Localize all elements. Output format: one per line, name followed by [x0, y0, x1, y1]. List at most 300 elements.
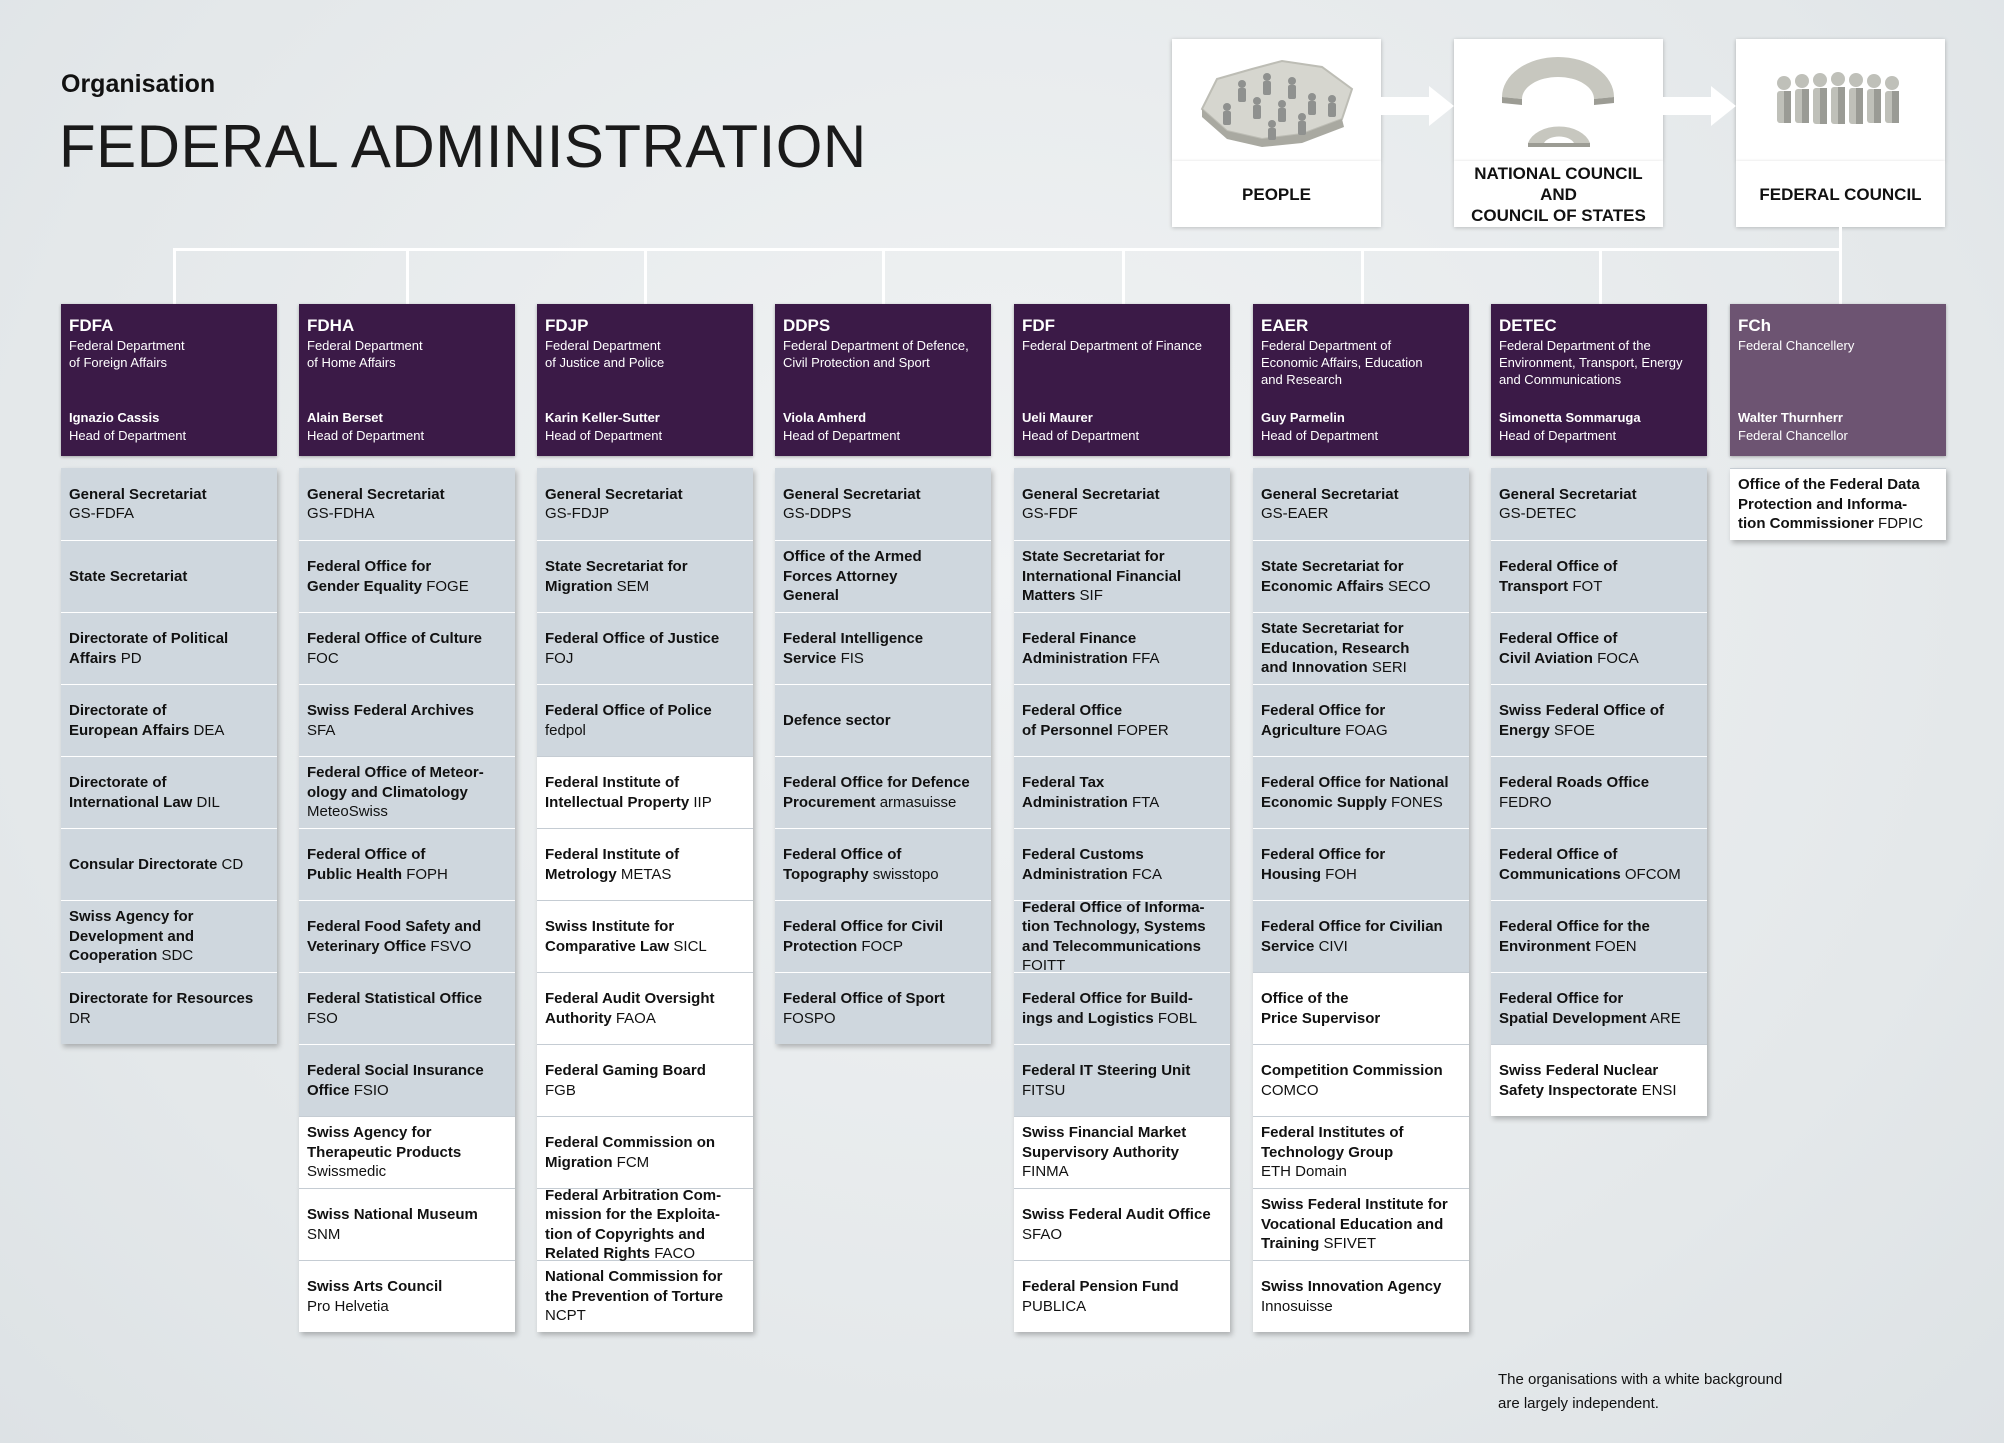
- unit-box: [61, 684, 277, 756]
- unit-list: [1014, 468, 1230, 1332]
- unit-box: [1253, 468, 1469, 540]
- unit-abbr: GS-FDHA: [307, 505, 375, 522]
- unit-name: National Commission for the Prevention of Torture: [545, 1268, 724, 1305]
- unit-text: [1499, 989, 1681, 1028]
- unit-abbr: FAOA: [615, 1009, 656, 1027]
- department-name: Federal Department of Home Affairs: [307, 338, 423, 370]
- footnote: The organisations with a white background are largely independent.: [1498, 1371, 1783, 1412]
- department-column-fdfa: [61, 304, 277, 1044]
- unit-text: [307, 917, 481, 956]
- unit-box: [1491, 828, 1707, 900]
- unit-text: [545, 485, 683, 524]
- unit-abbr: GS-FDF: [1022, 505, 1078, 522]
- department-header: [775, 304, 991, 456]
- unit-name: Federal Statistical Office: [307, 990, 483, 1007]
- unit-text: [1022, 898, 1206, 976]
- unit-abbr: Pro Helvetia: [307, 1297, 389, 1315]
- unit-name: General Secretariat: [69, 485, 207, 503]
- unit-abbr: SICL: [673, 937, 707, 955]
- unit-text: [69, 773, 220, 812]
- unit-name: Federal IT Steering Unit: [1022, 1062, 1191, 1079]
- unit-abbr: MeteoSwiss: [307, 803, 388, 821]
- unit-text: [307, 1205, 478, 1244]
- unit-abbr: FOPH: [406, 865, 448, 883]
- unit-abbr: swisstopo: [872, 865, 939, 883]
- unit-abbr: GS-DDPS: [783, 505, 852, 522]
- unit-name: Federal Office of Meteor- ology and Climatology: [307, 764, 484, 801]
- head-role: Head of Department: [783, 428, 901, 443]
- unit-text: [545, 557, 688, 596]
- unit-box: [1253, 756, 1469, 828]
- unit-box: [61, 540, 277, 612]
- unit-text: [1261, 1123, 1404, 1182]
- unit-name: Federal Food Safety and Veterinary Office: [307, 918, 482, 955]
- unit-text: [545, 1267, 723, 1326]
- unit-abbr: FITSU: [1022, 1081, 1066, 1099]
- unit-box: [537, 684, 753, 756]
- department-column-fdha: [299, 304, 515, 1332]
- unit-abbr: NCPT: [545, 1307, 586, 1325]
- unit-name: Defence sector: [783, 711, 891, 729]
- unit-box: [1014, 1188, 1230, 1260]
- unit-box: [775, 828, 991, 900]
- unit-text: [545, 773, 712, 812]
- unit-name: Office of the Federal Data Protection and Informa- tion Commissioner: [1738, 476, 1920, 533]
- unit-name: Federal Office of Transport: [1499, 558, 1618, 595]
- unit-name: Federal Office for Build- ings and Logistics: [1022, 990, 1193, 1027]
- unit-box: [537, 540, 753, 612]
- head-person: Ignazio Cassis: [69, 410, 160, 425]
- department-column-fdf: [1014, 304, 1230, 1332]
- department-head-block: [1499, 409, 1641, 445]
- unit-abbr: SFA: [307, 721, 336, 739]
- unit-text: [1499, 773, 1649, 812]
- unit-name: Swiss Federal Audit Office: [1022, 1206, 1211, 1223]
- unit-abbr: METAS: [620, 865, 672, 883]
- unit-list: [1491, 468, 1707, 1116]
- unit-text: [1261, 1277, 1441, 1316]
- unit-abbr: ETH Domain: [1261, 1163, 1347, 1181]
- unit-text: [783, 485, 921, 524]
- unit-name: Directorate of Political Affairs: [69, 630, 229, 667]
- unit-name: State Secretariat for International Financial Matters: [1022, 548, 1182, 605]
- unit-name: Federal Office of Topography: [783, 846, 902, 883]
- unit-box: [299, 1188, 515, 1260]
- unit-name: Federal Office for Civil Protection: [783, 918, 944, 955]
- arrow-right-icon: [1381, 86, 1454, 126]
- unit-box: [537, 972, 753, 1044]
- unit-text: [545, 701, 712, 740]
- department-header: [299, 304, 515, 456]
- unit-name: Swiss Federal Institute for Vocational Education and Training: [1261, 1196, 1448, 1253]
- unit-abbr: FSVO: [430, 937, 472, 955]
- page-subtitle: Organisation: [61, 70, 216, 98]
- unit-abbr: FOCP: [861, 937, 904, 955]
- unit-list: [537, 468, 753, 1332]
- unit-text: [1261, 917, 1443, 956]
- unit-name: Federal Office of Culture: [307, 630, 483, 647]
- department-abbr: FDFA: [69, 316, 114, 335]
- unit-abbr: FOJ: [545, 649, 574, 667]
- head-role: Head of Department: [1261, 428, 1379, 443]
- unit-box: [299, 972, 515, 1044]
- unit-box: [61, 468, 277, 540]
- unit-name: Federal Institutes of Technology Group: [1261, 1124, 1404, 1161]
- unit-text: [69, 567, 187, 587]
- unit-name: Federal Office of Police: [545, 702, 712, 719]
- unit-abbr: PD: [120, 649, 142, 667]
- unit-text: [307, 989, 482, 1028]
- unit-abbr: SEM: [616, 577, 650, 595]
- unit-text: [545, 1186, 721, 1264]
- unit-name: Swiss Federal Office of Energy: [1499, 702, 1665, 739]
- unit-box: [775, 900, 991, 972]
- unit-name: Swiss National Museum: [307, 1206, 478, 1223]
- unit-text: [783, 917, 943, 956]
- unit-abbr: OFCOM: [1624, 865, 1681, 883]
- unit-abbr: FOH: [1325, 865, 1357, 883]
- unit-abbr: SERI: [1371, 659, 1407, 677]
- unit-abbr: FDPIC: [1878, 515, 1924, 533]
- unit-abbr: SFAO: [1022, 1225, 1063, 1243]
- unit-box: [1014, 684, 1230, 756]
- unit-box: [1253, 612, 1469, 684]
- unit-box: [299, 1044, 515, 1116]
- department-head-block: [783, 409, 900, 445]
- council-figures-icon: [1736, 39, 1945, 161]
- unit-name: State Secretariat for Education, Research and Innovation: [1261, 620, 1410, 677]
- unit-box: [1491, 900, 1707, 972]
- head-role: Head of Department: [1022, 428, 1140, 443]
- unit-abbr: FSIO: [353, 1081, 389, 1099]
- unit-name: General Secretariat: [1261, 485, 1399, 503]
- unit-text: [1022, 1205, 1211, 1244]
- unit-abbr: DR: [69, 1009, 91, 1027]
- department-head-block: [1261, 409, 1378, 445]
- unit-box: [775, 756, 991, 828]
- unit-name: General Secretariat: [545, 485, 683, 503]
- unit-box: [775, 540, 991, 612]
- head-person: Simonetta Sommaruga: [1499, 410, 1641, 425]
- unit-name: Federal Audit Oversight Authority: [545, 990, 715, 1027]
- unit-box: [299, 828, 515, 900]
- unit-abbr: COMCO: [1261, 1081, 1319, 1099]
- unit-abbr: FOC: [307, 649, 339, 667]
- unit-name: Federal Office of Sport: [783, 990, 945, 1007]
- unit-text: [1022, 989, 1197, 1028]
- department-abbr: FCh: [1738, 316, 1772, 335]
- head-role: Head of Department: [307, 428, 425, 443]
- unit-box: [537, 1188, 753, 1260]
- unit-abbr: FSO: [307, 1009, 338, 1027]
- unit-text: [1261, 619, 1409, 678]
- unit-text: [69, 855, 243, 875]
- unit-box: [1014, 900, 1230, 972]
- unit-abbr: FACO: [654, 1245, 696, 1262]
- unit-text: [545, 989, 714, 1028]
- unit-list: [1730, 468, 1946, 540]
- department-abbr: FDHA: [307, 316, 355, 335]
- unit-box: [299, 900, 515, 972]
- department-column-detec: [1491, 304, 1707, 1116]
- unit-text: [1499, 629, 1639, 668]
- department-name: Federal Department of Finance: [1022, 338, 1202, 353]
- unit-name: Federal Social Insurance Office: [307, 1062, 484, 1099]
- unit-text: [1022, 1123, 1186, 1182]
- unit-text: [783, 711, 891, 731]
- connector-line: [406, 248, 409, 304]
- unit-name: Federal Gaming Board: [545, 1062, 706, 1079]
- unit-text: [307, 485, 445, 524]
- head-person: Ueli Maurer: [1022, 410, 1093, 425]
- unit-name: Federal Office for Agriculture: [1261, 702, 1386, 739]
- unit-name: Swiss Federal Archives: [307, 702, 475, 719]
- unit-box: [299, 684, 515, 756]
- unit-abbr: FOBL: [1157, 1009, 1198, 1027]
- unit-list: [775, 468, 991, 1044]
- unit-box: [537, 1116, 753, 1188]
- unit-abbr: FONES: [1391, 793, 1443, 811]
- department-name: Federal Department of the Environment, Transport, Energy and Communications: [1499, 338, 1683, 387]
- unit-abbr: FCM: [616, 1153, 650, 1171]
- unit-box: [537, 612, 753, 684]
- department-column-ddps: [775, 304, 991, 1044]
- connector-line: [882, 248, 885, 304]
- unit-name: Federal Office of Public Health: [307, 846, 426, 883]
- unit-name: State Secretariat for Economic Affairs: [1261, 558, 1404, 595]
- unit-abbr: Swissmedic: [307, 1163, 387, 1181]
- department-header: [1491, 304, 1707, 456]
- unit-box: [1253, 1116, 1469, 1188]
- unit-name: Federal Tax Administration: [1022, 774, 1128, 811]
- unit-text: [1022, 629, 1160, 668]
- top-label-federal-council: FEDERAL COUNCIL: [1736, 161, 1945, 227]
- department-name: Federal Department of Economic Affairs, Education and Research: [1261, 338, 1423, 387]
- unit-text: [783, 845, 939, 884]
- unit-name: Swiss Agency for Development and Cooperation: [69, 908, 195, 965]
- unit-name: Federal Customs Administration: [1022, 846, 1144, 883]
- unit-text: [1022, 485, 1160, 524]
- unit-name: General Secretariat: [307, 485, 445, 503]
- unit-abbr: armasuisse: [879, 793, 957, 811]
- unit-name: State Secretariat for Migration: [545, 558, 688, 595]
- connector-line: [173, 248, 176, 304]
- unit-abbr: FOEN: [1594, 937, 1637, 955]
- department-column-eaer: [1253, 304, 1469, 1332]
- unit-name: Federal Office for Civilian Service: [1261, 918, 1443, 955]
- unit-box: [537, 1260, 753, 1332]
- department-name: Federal Department of Defence, Civil Protection and Sport: [783, 338, 969, 370]
- unit-text: [1261, 1195, 1448, 1254]
- department-head-block: [307, 409, 424, 445]
- head-role: Federal Chancellor: [1738, 428, 1848, 443]
- unit-abbr: fedpol: [545, 721, 586, 739]
- connector-line: [1122, 248, 1125, 304]
- unit-text: [1499, 557, 1617, 596]
- unit-box: [1014, 1260, 1230, 1332]
- unit-name: Swiss Federal Nuclear Safety Inspectorate: [1499, 1062, 1659, 1099]
- head-role: Head of Department: [545, 428, 663, 443]
- unit-box: [1253, 972, 1469, 1044]
- department-name: Federal Department of Foreign Affairs: [69, 338, 185, 370]
- unit-text: [545, 845, 679, 884]
- unit-name: Swiss Innovation Agency: [1261, 1278, 1442, 1295]
- unit-text: [545, 1133, 715, 1172]
- unit-text: [307, 701, 474, 740]
- unit-box: [1491, 684, 1707, 756]
- unit-text: [1261, 701, 1388, 740]
- unit-box: [61, 900, 277, 972]
- unit-text: [1022, 845, 1162, 884]
- connector-line: [1599, 248, 1602, 304]
- unit-abbr: ARE: [1649, 1009, 1681, 1027]
- unit-box: [61, 756, 277, 828]
- department-head-block: [1738, 409, 1848, 445]
- unit-text: [1499, 701, 1664, 740]
- department-head-block: [69, 409, 186, 445]
- unit-box: [1491, 468, 1707, 540]
- unit-abbr: FOITT: [1022, 957, 1066, 974]
- unit-name: Federal Roads Office: [1499, 774, 1650, 791]
- arrow-right-icon: [1663, 86, 1736, 126]
- unit-text: [1499, 1061, 1677, 1100]
- department-abbr: FDJP: [545, 316, 589, 335]
- unit-box: [1253, 1260, 1469, 1332]
- unit-text: [1022, 701, 1169, 740]
- unit-box: [1491, 756, 1707, 828]
- unit-box: [299, 1260, 515, 1332]
- unit-box: [537, 756, 753, 828]
- unit-abbr: FOGE: [426, 577, 469, 595]
- unit-box: [61, 612, 277, 684]
- department-header: [61, 304, 277, 456]
- unit-box: [775, 684, 991, 756]
- unit-abbr: SFIVET: [1323, 1235, 1377, 1253]
- unit-name: Federal Pension Fund: [1022, 1278, 1179, 1295]
- unit-abbr: GS-EAER: [1261, 505, 1329, 522]
- unit-box: [299, 1116, 515, 1188]
- connector-line: [1839, 248, 1842, 304]
- unit-abbr: DIL: [196, 793, 220, 811]
- unit-name: Federal Office for Defence Procurement: [783, 774, 970, 811]
- unit-box: [775, 468, 991, 540]
- unit-name: Competition Commission: [1261, 1062, 1443, 1079]
- unit-text: [307, 1277, 442, 1316]
- unit-box: [1014, 1044, 1230, 1116]
- unit-text: [1261, 1061, 1443, 1100]
- unit-text: [1499, 917, 1650, 956]
- unit-name: Federal Arbitration Com- mission for the Exploita- tion of Copyrights and Related Rights: [545, 1186, 722, 1262]
- unit-box: [299, 756, 515, 828]
- unit-text: [783, 989, 945, 1028]
- unit-name: Directorate of International Law: [69, 774, 193, 811]
- unit-abbr: FEDRO: [1499, 793, 1552, 811]
- unit-box: [1014, 468, 1230, 540]
- connector-line: [1839, 227, 1842, 250]
- unit-box: [1491, 1044, 1707, 1116]
- unit-text: [783, 629, 923, 668]
- department-abbr: EAER: [1261, 316, 1309, 335]
- unit-box: [537, 1044, 753, 1116]
- unit-abbr: GS-FDJP: [545, 505, 610, 522]
- unit-name: State Secretariat: [69, 567, 188, 585]
- unit-abbr: IIP: [693, 793, 712, 811]
- unit-abbr: ENSI: [1641, 1081, 1677, 1099]
- department-head-block: [545, 409, 662, 445]
- department-abbr: DDPS: [783, 316, 831, 335]
- department-name: Federal Chancellery: [1738, 338, 1855, 353]
- unit-abbr: FFA: [1132, 649, 1160, 667]
- unit-text: [1261, 485, 1399, 524]
- unit-box: [1014, 972, 1230, 1044]
- parliament-icon: [1454, 39, 1663, 161]
- department-header: [537, 304, 753, 456]
- unit-name: Federal Office of Civil Aviation: [1499, 630, 1618, 667]
- unit-name: General Secretariat: [1499, 485, 1637, 503]
- unit-text: [1261, 845, 1385, 884]
- unit-name: Federal Office for Spatial Development: [1499, 990, 1647, 1027]
- unit-name: Swiss Financial Market Supervisory Authority: [1022, 1124, 1187, 1161]
- unit-text: [1499, 845, 1681, 884]
- unit-text: [307, 1061, 484, 1100]
- unit-box: [1491, 612, 1707, 684]
- unit-name: Federal Office of Personnel: [1022, 702, 1123, 739]
- head-role: Head of Department: [1499, 428, 1617, 443]
- unit-abbr: FOT: [1572, 577, 1603, 595]
- unit-abbr: GS-FDFA: [69, 505, 135, 522]
- unit-text: [545, 1061, 706, 1100]
- unit-name: Directorate for Resources: [69, 990, 254, 1007]
- unit-text: [1738, 475, 1923, 534]
- unit-text: [1022, 773, 1159, 812]
- unit-list: [1253, 468, 1469, 1332]
- unit-text: [1261, 989, 1380, 1028]
- unit-text: [307, 763, 484, 822]
- department-column-fch: [1730, 304, 1946, 540]
- unit-name: Consular Directorate: [69, 855, 218, 873]
- unit-name: Federal Office for National Economic Supply: [1261, 774, 1449, 811]
- unit-name: Office of the Armed Forces Attorney General: [783, 548, 922, 605]
- unit-box: [775, 612, 991, 684]
- unit-abbr: FOSPO: [783, 1009, 836, 1027]
- unit-name: General Secretariat: [783, 485, 921, 503]
- unit-box: [1253, 1188, 1469, 1260]
- head-role: Head of Department: [69, 428, 187, 443]
- unit-abbr: PUBLICA: [1022, 1297, 1087, 1315]
- unit-box: [1253, 900, 1469, 972]
- unit-text: [69, 629, 228, 668]
- department-head-block: [1022, 409, 1139, 445]
- connector-line: [1361, 248, 1364, 304]
- unit-abbr: FIS: [840, 649, 864, 667]
- unit-text: [69, 989, 253, 1028]
- unit-name: Directorate of European Affairs: [69, 702, 190, 739]
- top-label-parliament: NATIONAL COUNCIL AND COUNCIL OF STATES: [1454, 161, 1663, 227]
- head-person: Walter Thurnherr: [1738, 410, 1843, 425]
- unit-name: Federal Institute of Metrology: [545, 846, 680, 883]
- unit-name: Swiss Agency for Therapeutic Products: [307, 1124, 462, 1161]
- unit-abbr: Innosuisse: [1261, 1297, 1333, 1315]
- unit-box: [1253, 828, 1469, 900]
- unit-name: Swiss Institute for Comparative Law: [545, 918, 675, 955]
- unit-name: Office of the Price Supervisor: [1261, 990, 1381, 1027]
- top-box-parliament: [1454, 39, 1663, 227]
- unit-abbr: FINMA: [1022, 1163, 1069, 1181]
- top-box-people: [1172, 39, 1381, 227]
- unit-abbr: FGB: [545, 1081, 576, 1099]
- unit-abbr: FOPER: [1117, 721, 1169, 739]
- top-label-people: PEOPLE: [1172, 161, 1381, 227]
